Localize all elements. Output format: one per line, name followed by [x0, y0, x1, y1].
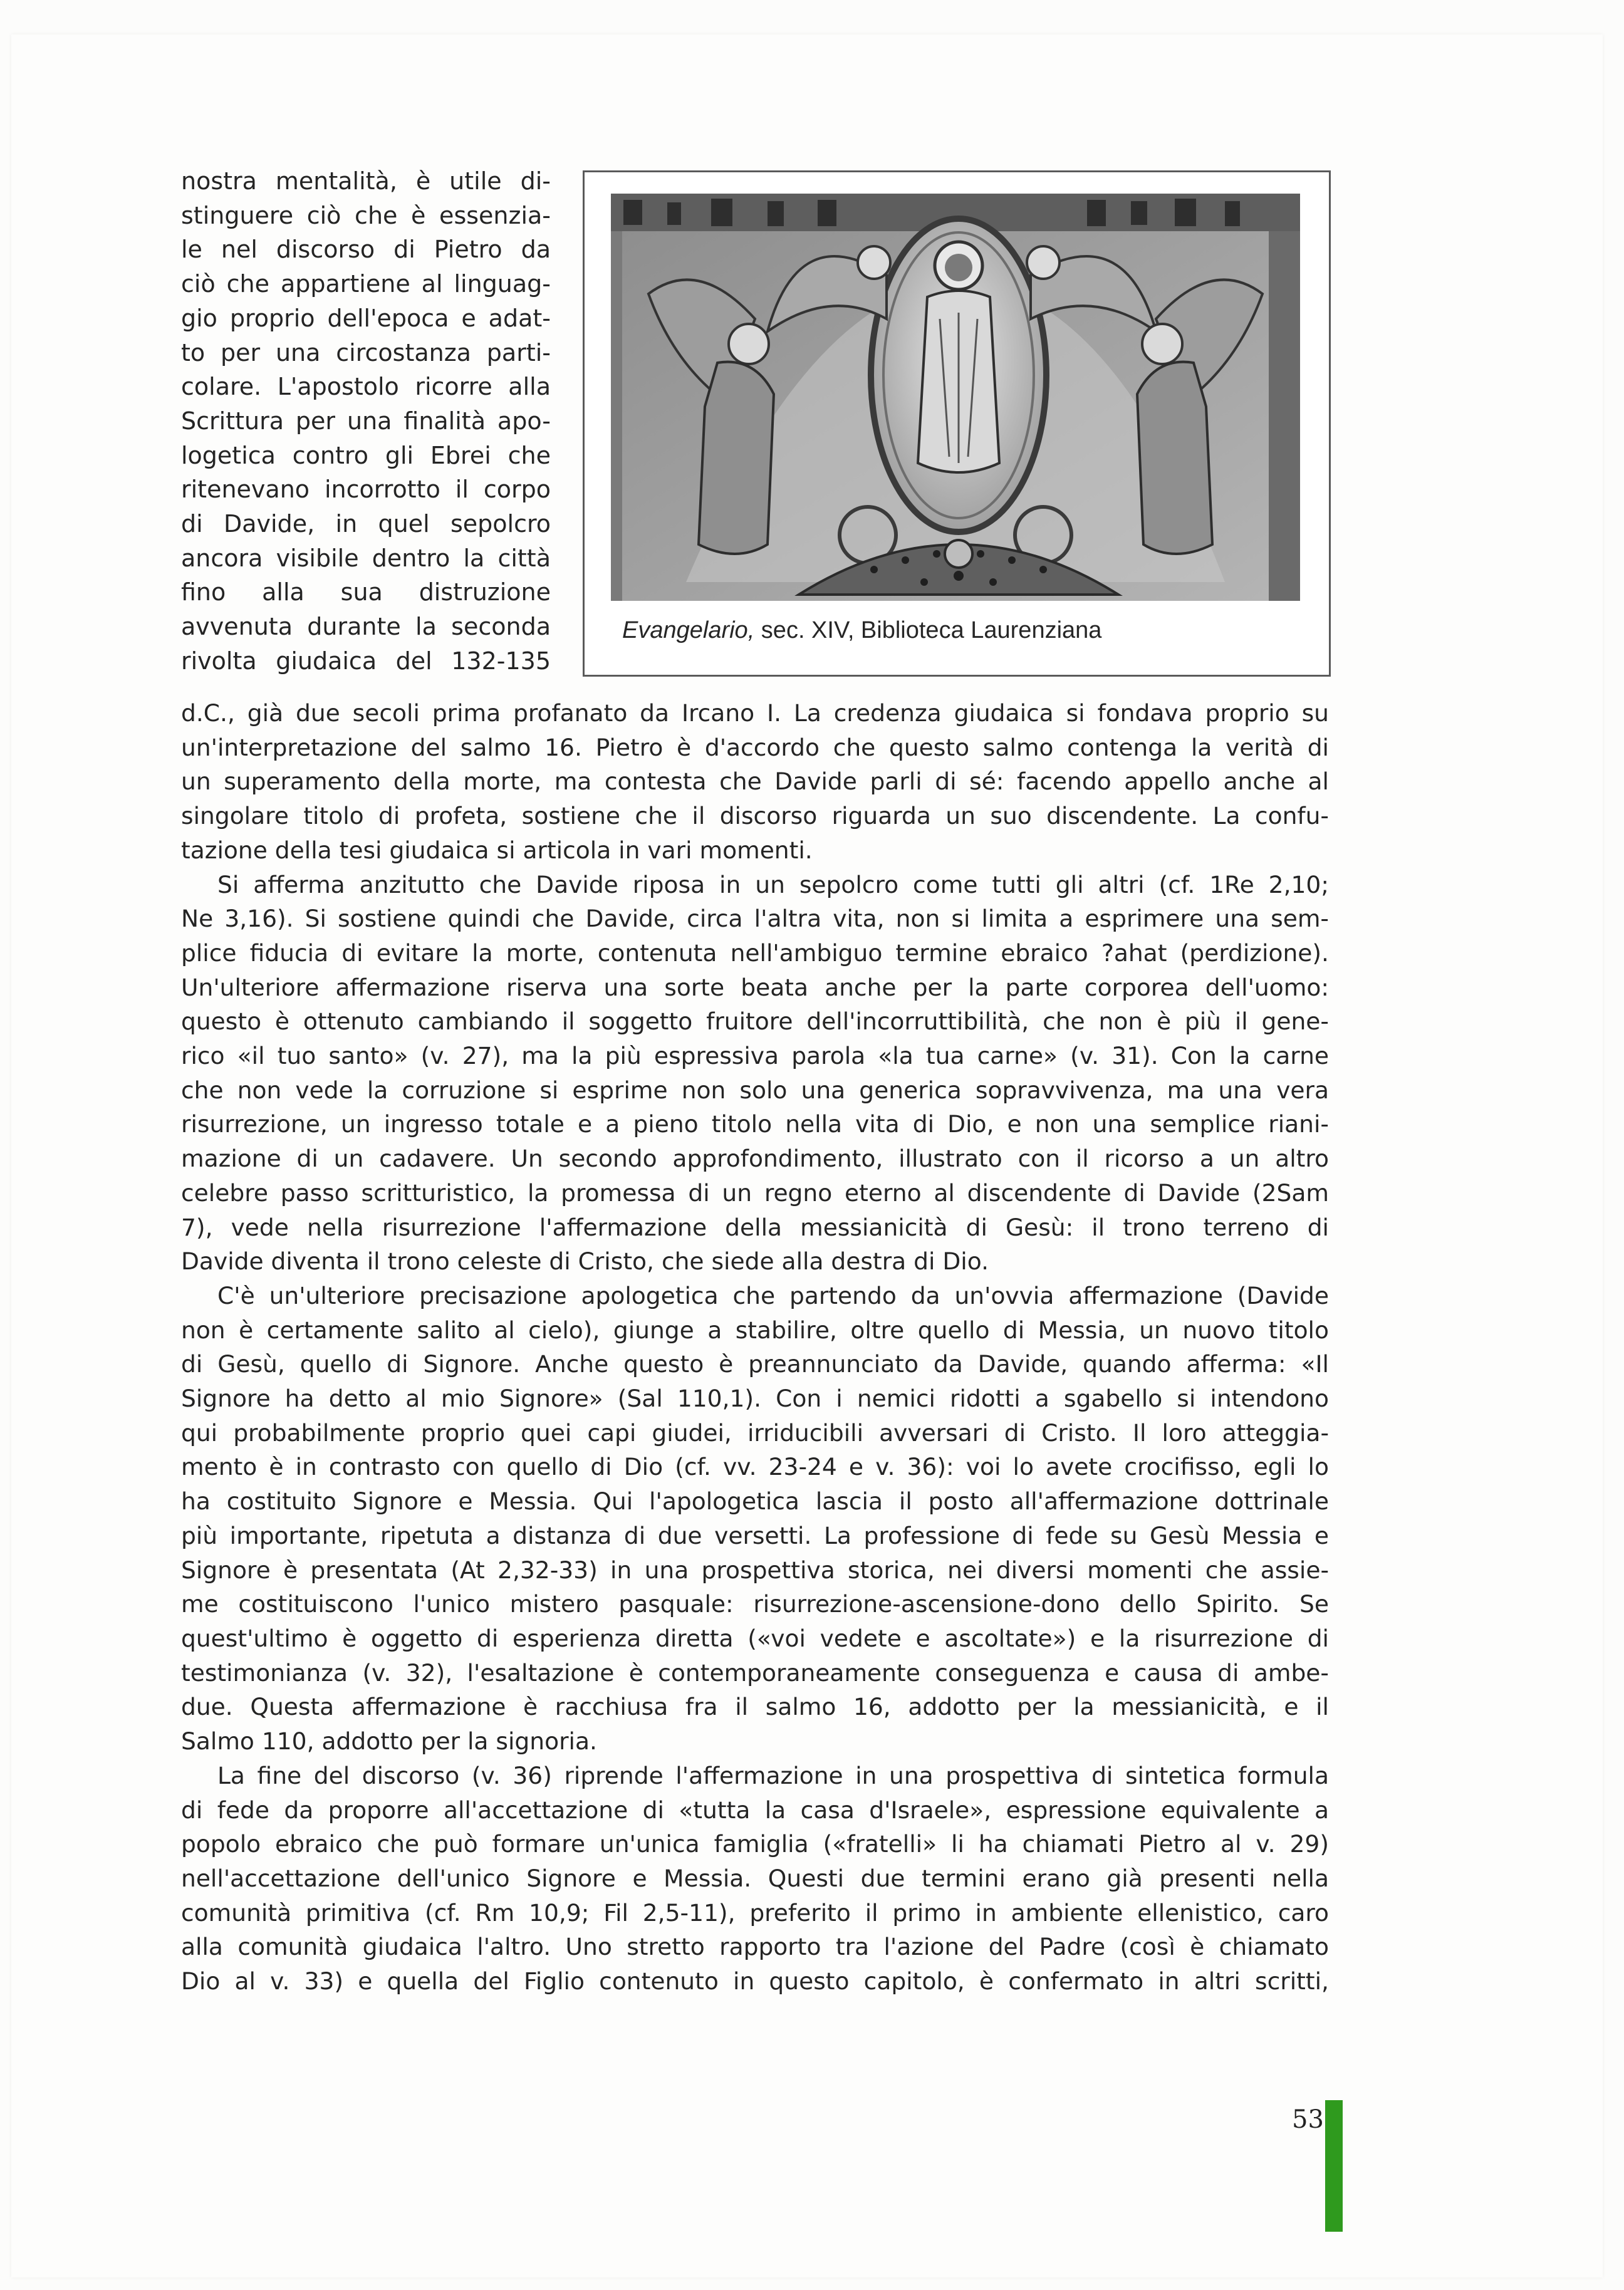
- body-line: alla comunità giudaica l'altro. Uno stretto rapporto tra l'azione del Padre (così è chiamato: [181, 1933, 1329, 1961]
- text-line: nostra mentalità, è utile di-: [181, 167, 551, 195]
- text-line: to per una circostanza parti-: [181, 338, 551, 367]
- body-line: singolare titolo di profeta, sostiene che il discorso riguarda un suo discendente. La confu-: [181, 802, 1329, 830]
- body-line: non è certamente salito al cielo), giunge a stabilire, oltre quello di Messia, un nuovo titolo: [181, 1316, 1329, 1344]
- text-line: rivolta giudaica del 132-135: [181, 647, 551, 675]
- caption-italic: Evangelario,: [622, 617, 755, 643]
- text-line: di Davide, in quel sepolcro: [181, 510, 551, 538]
- body-line: tazione della tesi giudaica si articola in vari momenti.: [181, 836, 813, 864]
- body-line: mazione di un cadavere. Un secondo approfondimento, illustrato con il ricorso a un altro: [181, 1145, 1329, 1173]
- body-text: [181, 696, 1329, 1999]
- body-line: plice fiducia di evitare la morte, contenuta nell'ambiguo termine ebraico ?ahat (perdizione).: [181, 939, 1329, 967]
- body-line: me costituiscono l'unico mistero pasquale: risurrezione-ascensione-dono dello Spirito. Se: [181, 1590, 1329, 1618]
- text-line: ritenevano incorrotto il corpo: [181, 476, 551, 504]
- body-line: Un'ulteriore affermazione riserva una sorte beata anche per la parte corporea dell'uomo:: [181, 973, 1329, 1001]
- body-line: 7), vede nella risurrezione l'affermazione della messianicità di Gesù: il trono terreno di: [181, 1213, 1329, 1241]
- caption-rest: sec. XIV, Biblioteca Laurenziana: [754, 617, 1102, 643]
- body-line: C'è un'ulteriore precisazione apologetica che partendo da un'ovvia affermazione (Davide: [217, 1281, 1329, 1309]
- figure-caption: [622, 617, 1101, 644]
- body-line: ha costituito Signore e Messia. Qui l'apologetica lascia il posto all'affermazione dottrinale: [181, 1487, 1329, 1516]
- body-line: Salmo 110, addotto per la signoria.: [181, 1727, 597, 1756]
- body-line: popolo ebraico che può formare un'unica famiglia («fratelli» li ha chiamati Pietro al v. 29): [181, 1830, 1329, 1858]
- body-line: di Gesù, quello di Signore. Anche questo è preannunciato da Davide, quando afferma: «Il: [181, 1350, 1329, 1378]
- body-line: rico «il tuo santo» (v. 27), ma la più espressiva parola «la tua carne» (v. 31). Con la carne: [181, 1042, 1329, 1070]
- text-line: le nel discorso di Pietro da: [181, 236, 551, 264]
- text-line: Scrittura per una finalità apo-: [181, 407, 551, 435]
- body-line: Dio al v. 33) e quella del Figlio contenuto in questo capitolo, è confermato in altri scritti,: [181, 1967, 1329, 1996]
- text-line: gio proprio dell'epoca e adat-: [181, 304, 551, 332]
- ascension-miniature-image: [611, 194, 1300, 601]
- body-line: di fede da proporre all'accettazione di «tutta la casa d'Israele», espressione equivalente a: [181, 1796, 1329, 1824]
- text-line: ancora visibile dentro la città: [181, 544, 551, 572]
- body-line: celebre passo scritturistico, la promessa di un regno eterno al discendente di Davide (2Sam: [181, 1179, 1329, 1207]
- body-line: Si afferma anzitutto che Davide riposa in un sepolcro come tutti gli altri (cf. 1Re 2,10;: [217, 870, 1329, 898]
- body-line: comunità primitiva (cf. Rm 10,9; Fil 2,5-11), preferito il primo in ambiente ellenistico, caro: [181, 1898, 1329, 1927]
- body-line: Ne 3,16). Si sostiene quindi che Davide, circa l'altra vita, non si limita a esprimere una sem-: [181, 905, 1329, 933]
- body-line: testimonianza (v. 32), l'esaltazione è contemporaneamente conseguenza e causa di ambe-: [181, 1658, 1329, 1687]
- body-line: questo è ottenuto cambiando il soggetto fruitore dell'incorruttibilità, che non è più il gene-: [181, 1007, 1329, 1036]
- body-line: Signore è presentata (At 2,32-33) in una prospettiva storica, nei diversi momenti che assie-: [181, 1556, 1329, 1584]
- text-line: ciò che appartiene al linguag-: [181, 270, 551, 298]
- text-line: stinguere ciò che è essenzia-: [181, 201, 551, 229]
- body-line: nell'accettazione dell'unico Signore e Messia. Questi due termini erano già presenti nella: [181, 1864, 1329, 1892]
- body-line: Signore ha detto al mio Signore» (Sal 110,1). Con i nemici ridotti a sgabello si intendono: [181, 1385, 1329, 1413]
- body-line: qui probabilmente proprio quei capi giudei, irriducibili avversari di Cristo. Il loro atteggia-: [181, 1418, 1329, 1447]
- figure-frame: [583, 170, 1331, 677]
- text-line: fino alla sua distruzione: [181, 578, 551, 606]
- body-line: risurrezione, un ingresso totale e a pieno titolo nella vita di Dio, e non una semplice riani-: [181, 1110, 1329, 1138]
- body-line: che non vede la corruzione si esprime non solo una generica sopravvivenza, ma una vera: [181, 1076, 1329, 1104]
- body-line: un superamento della morte, ma contesta che Davide parli di sé: facendo appello anche al: [181, 768, 1329, 796]
- body-line: Davide diventa il trono celeste di Cristo, che siede alla destra di Dio.: [181, 1247, 989, 1276]
- page-number: 53: [1292, 2105, 1324, 2134]
- body-line: quest'ultimo è oggetto di esperienza diretta («voi vedete e ascoltate») e la risurrezione di: [181, 1624, 1329, 1652]
- green-margin-bar: [1325, 2100, 1343, 2232]
- text-line: avvenuta durante la seconda: [181, 613, 551, 641]
- body-line: La fine del discorso (v. 36) riprende l'affermazione in una prospettiva di sintetica formula: [217, 1761, 1329, 1789]
- body-line: mento è in contrasto con quello di Dio (cf. vv. 23-24 e v. 36): voi lo avete crocifisso, egli lo: [181, 1453, 1329, 1481]
- body-line: più importante, ripetuta a distanza di due versetti. La professione di fede su Gesù Messia e: [181, 1521, 1329, 1549]
- body-line: un'interpretazione del salmo 16. Pietro è d'accordo che questo salmo contenga la verità di: [181, 733, 1329, 761]
- body-line: due. Questa affermazione è racchiusa fra il salmo 16, addotto per la messianicità, e il: [181, 1693, 1329, 1721]
- body-line: d.C., già due secoli prima profanato da Ircano I. La credenza giudaica si fondava proprio su: [181, 699, 1329, 727]
- wrapped-paragraph: [181, 164, 551, 679]
- text-line: logetica contro gli Ebrei che: [181, 441, 551, 469]
- text-line: colare. L'apostolo ricorre alla: [181, 373, 551, 401]
